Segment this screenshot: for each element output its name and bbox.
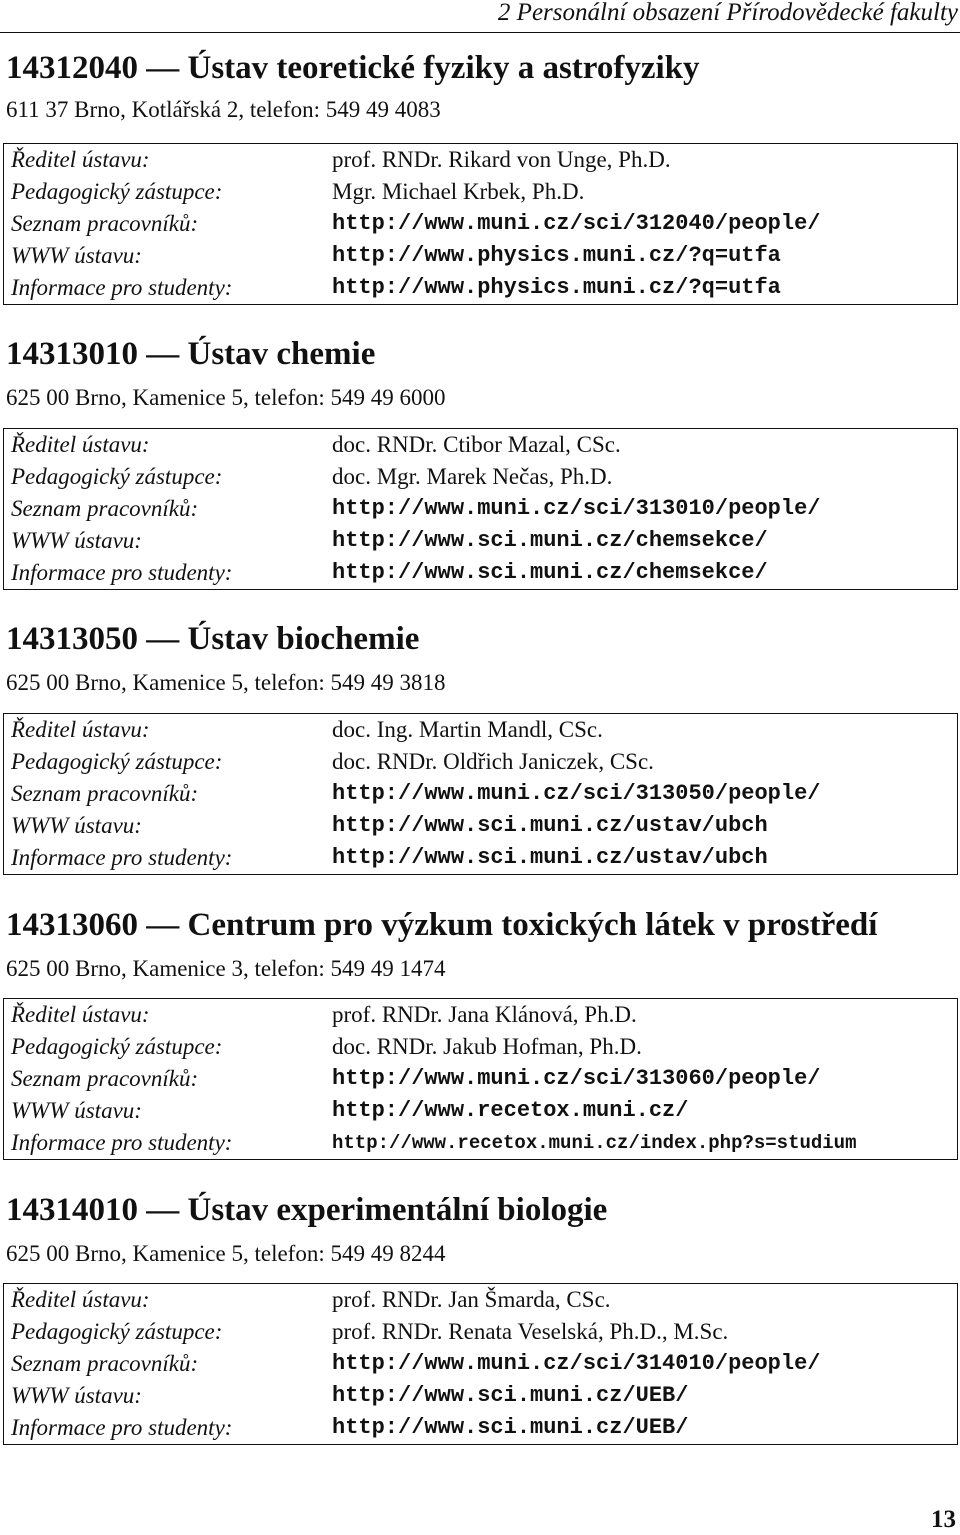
students-label: Informace pro studenty: (11, 560, 233, 585)
students-row (4, 842, 957, 874)
director-label: Ředitel ústavu: (11, 717, 150, 742)
students-link[interactable]: http://www.sci.muni.cz/ustav/ubch (332, 845, 768, 870)
deputy-value: doc. RNDr. Oldřich Janiczek, CSc. (332, 749, 654, 774)
director-row (4, 429, 957, 461)
director-row (4, 144, 957, 176)
info-box-chemie (3, 428, 958, 590)
students-link[interactable]: http://www.sci.muni.cz/chemsekce/ (332, 560, 768, 585)
students-row (4, 1412, 957, 1444)
students-row (4, 557, 957, 589)
www-link[interactable]: http://www.recetox.muni.cz/ (332, 1098, 689, 1123)
www-row (4, 525, 957, 557)
director-value: doc. Ing. Martin Mandl, CSc. (332, 717, 603, 742)
students-row (4, 1127, 957, 1159)
staff-link[interactable]: http://www.muni.cz/sci/313060/people/ (332, 1066, 821, 1091)
staff-label: Seznam pracovníků: (11, 211, 199, 236)
deputy-row (4, 746, 957, 778)
deputy-row (4, 1031, 957, 1063)
director-row (4, 1284, 957, 1316)
deputy-row (4, 1316, 957, 1348)
staff-row (4, 1063, 957, 1095)
students-row (4, 272, 957, 304)
students-label: Informace pro studenty: (11, 275, 233, 300)
director-row (4, 999, 957, 1031)
section-title: 14313060 — Centrum pro výzkum toxických látek v prostředí (6, 907, 878, 943)
info-box-recetox (3, 998, 958, 1160)
students-link[interactable]: http://www.sci.muni.cz/UEB/ (332, 1415, 689, 1440)
www-label: WWW ústavu: (11, 1383, 142, 1408)
deputy-row (4, 461, 957, 493)
director-value: prof. RNDr. Rikard von Unge, Ph.D. (332, 147, 671, 172)
deputy-value: prof. RNDr. Renata Veselská, Ph.D., M.Sc. (332, 1319, 729, 1344)
info-box-biochemie (3, 713, 958, 875)
www-link[interactable]: http://www.physics.muni.cz/?q=utfa (332, 243, 781, 268)
director-label: Ředitel ústavu: (11, 147, 150, 172)
deputy-label: Pedagogický zástupce: (11, 464, 223, 489)
director-row (4, 714, 957, 746)
www-row (4, 810, 957, 842)
deputy-label: Pedagogický zástupce: (11, 749, 223, 774)
students-label: Informace pro studenty: (11, 1130, 233, 1155)
deputy-value: Mgr. Michael Krbek, Ph.D. (332, 179, 585, 204)
section-utfa (0, 48, 960, 88)
students-label: Informace pro studenty: (11, 845, 233, 870)
www-label: WWW ústavu: (11, 813, 142, 838)
staff-link[interactable]: http://www.muni.cz/sci/314010/people/ (332, 1351, 821, 1376)
www-label: WWW ústavu: (11, 243, 142, 268)
deputy-value: doc. Mgr. Marek Nečas, Ph.D. (332, 464, 613, 489)
director-label: Ředitel ústavu: (11, 1287, 150, 1312)
staff-link[interactable]: http://www.muni.cz/sci/313010/people/ (332, 496, 821, 521)
staff-row (4, 778, 957, 810)
director-value: doc. RNDr. Ctibor Mazal, CSc. (332, 432, 621, 457)
www-row (4, 1095, 957, 1127)
staff-label: Seznam pracovníků: (11, 781, 199, 806)
www-label: WWW ústavu: (11, 1098, 142, 1123)
section-biochemie (0, 619, 960, 659)
section-address: 625 00 Brno, Kamenice 5, telefon: 549 49 3818 (6, 670, 446, 695)
page-number: 13 (931, 1506, 956, 1533)
director-value: prof. RNDr. Jan Šmarda, CSc. (332, 1287, 611, 1312)
staff-label: Seznam pracovníků: (11, 1351, 199, 1376)
section-address: 625 00 Brno, Kamenice 3, telefon: 549 49 1474 (6, 956, 446, 981)
header-rule (0, 32, 960, 33)
deputy-label: Pedagogický zástupce: (11, 179, 223, 204)
staff-row (4, 493, 957, 525)
www-link[interactable]: http://www.sci.muni.cz/UEB/ (332, 1383, 689, 1408)
www-label: WWW ústavu: (11, 528, 142, 553)
director-label: Ředitel ústavu: (11, 432, 150, 457)
info-box-ueb (3, 1283, 958, 1445)
director-value: prof. RNDr. Jana Klánová, Ph.D. (332, 1002, 637, 1027)
www-link[interactable]: http://www.sci.muni.cz/chemsekce/ (332, 528, 768, 553)
section-recetox (0, 905, 960, 945)
staff-row (4, 208, 957, 240)
students-link[interactable]: http://www.recetox.muni.cz/index.php?s=studium (332, 1132, 857, 1154)
section-address: 611 37 Brno, Kotlářská 2, telefon: 549 49 4083 (6, 97, 441, 122)
students-label: Informace pro studenty: (11, 1415, 233, 1440)
staff-label: Seznam pracovníků: (11, 496, 199, 521)
deputy-row (4, 176, 957, 208)
section-address: 625 00 Brno, Kamenice 5, telefon: 549 49 8244 (6, 1241, 446, 1266)
section-address-ueb (0, 1240, 960, 1268)
section-title: 14312040 — Ústav teoretické fyziky a astrofyziky (6, 50, 700, 86)
www-row (4, 240, 957, 272)
deputy-value: doc. RNDr. Jakub Hofman, Ph.D. (332, 1034, 642, 1059)
students-link[interactable]: http://www.physics.muni.cz/?q=utfa (332, 275, 781, 300)
section-address-recetox (0, 955, 960, 983)
www-link[interactable]: http://www.sci.muni.cz/ustav/ubch (332, 813, 768, 838)
deputy-label: Pedagogický zástupce: (11, 1319, 223, 1344)
section-address: 625 00 Brno, Kamenice 5, telefon: 549 49 6000 (6, 385, 446, 410)
section-address-biochemie (0, 669, 960, 697)
staff-label: Seznam pracovníků: (11, 1066, 199, 1091)
section-title: 14314010 — Ústav experimentální biologie (6, 1192, 608, 1228)
section-title: 14313050 — Ústav biochemie (6, 621, 420, 657)
section-address-chemie (0, 384, 960, 412)
running-header: 2 Personální obsazení Přírodovědecké fakulty (497, 0, 958, 26)
section-title: 14313010 — Ústav chemie (6, 336, 376, 372)
section-ueb (0, 1190, 960, 1230)
www-row (4, 1380, 957, 1412)
info-box-utfa (3, 143, 958, 305)
staff-row (4, 1348, 957, 1380)
section-address-utfa (0, 96, 960, 124)
staff-link[interactable]: http://www.muni.cz/sci/312040/people/ (332, 211, 821, 236)
director-label: Ředitel ústavu: (11, 1002, 150, 1027)
staff-link[interactable]: http://www.muni.cz/sci/313050/people/ (332, 781, 821, 806)
section-chemie (0, 334, 960, 374)
deputy-label: Pedagogický zástupce: (11, 1034, 223, 1059)
